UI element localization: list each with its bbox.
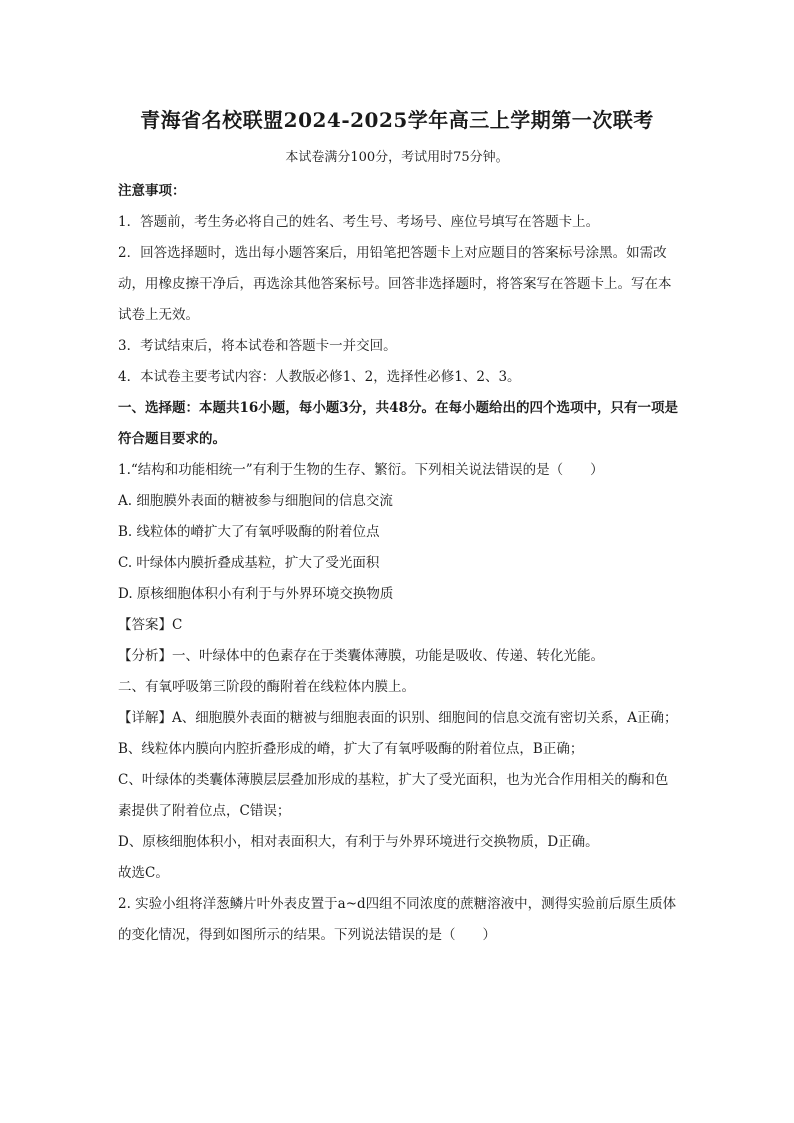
notice-item-3: 3．考试结束后，将本试卷和答题卡一并交回。 xyxy=(118,338,397,354)
question-1-analysis-1: 【分析】一、叶绿体中的色素存在于类囊体薄膜，功能是吸收、传递、转化光能。 xyxy=(118,648,604,664)
question-1-stem: 1.“结构和功能相统一”有利于生物的生存、繁衍。下列相关说法错误的是（ ） xyxy=(118,462,604,478)
notice-item-2: 2．回答选择题时，选出每小题答案后，用铅笔把答题卡上对应题目的答案标号涂黑。如需改动，用橡皮擦干净后，再选涂其他答案标号。回答非选择题时，将答案写在答题卡上。写在本试卷上无效。 xyxy=(118,245,672,323)
notice-heading: 注意事项： xyxy=(118,183,186,199)
question-1-option-a: A. 细胞膜外表面的糖被参与细胞间的信息交流 xyxy=(118,493,393,509)
question-1-option-b: B. 线粒体的嵴扩大了有氧呼吸酶的附着位点 xyxy=(118,524,380,540)
question-1-detail-c: C、叶绿体的类囊体薄膜层层叠加形成的基粒，扩大了受光面积，也为光合作用相关的酶和色素提供了附着位点，C错误； xyxy=(118,772,669,819)
question-1-detail-b: B、线粒体内膜向内腔折叠形成的嵴，扩大了有氧呼吸酶的附着位点，B正确； xyxy=(118,741,584,757)
question-1-conclusion: 故选C。 xyxy=(118,865,169,881)
question-1-detail-a: 【详解】A、细胞膜外表面的糖被与细胞表面的识别、细胞间的信息交流有密切关系，A正确； xyxy=(118,710,678,726)
question-1-option-d: D. 原核细胞体积小有利于与外界环境交换物质 xyxy=(118,586,394,602)
question-1-detail-d: D、原核细胞体积小，相对表面积大，有利于与外界环境进行交换物质，D正确。 xyxy=(118,834,599,850)
question-1-answer: 【答案】C xyxy=(118,617,183,633)
question-1-option-c: C. 叶绿体内膜折叠成基粒，扩大了受光面积 xyxy=(118,555,380,571)
question-1-analysis-2: 二、有氧呼吸第三阶段的酶附着在线粒体内膜上。 xyxy=(118,679,415,695)
notice-item-1: 1．答题前，考生务必将自己的姓名、考生号、考场号、座位号填写在答题卡上。 xyxy=(118,214,600,230)
exam-body xyxy=(118,176,678,951)
exam-title: 青海省名校联盟2024-2025学年高三上学期第一次联考 xyxy=(140,108,654,132)
exam-subtitle: 本试卷满分100分，考试用时75分钟。 xyxy=(285,150,509,165)
question-2-stem: 2. 实验小组将洋葱鳞片叶外表皮置于a~d四组不同浓度的蔗糖溶液中，测得实验前后原生质体的变化情况，得到如图所示的结果。下列说法错误的是（ ） xyxy=(118,896,677,943)
notice-item-4: 4．本试卷主要考试内容：人教版必修1、2，选择性必修1、2、3。 xyxy=(118,369,521,385)
section-heading: 一、选择题：本题共16小题，每小题3分，共48分。在每小题给出的四个选项中，只有一项是符合题目要求的。 xyxy=(118,400,678,447)
